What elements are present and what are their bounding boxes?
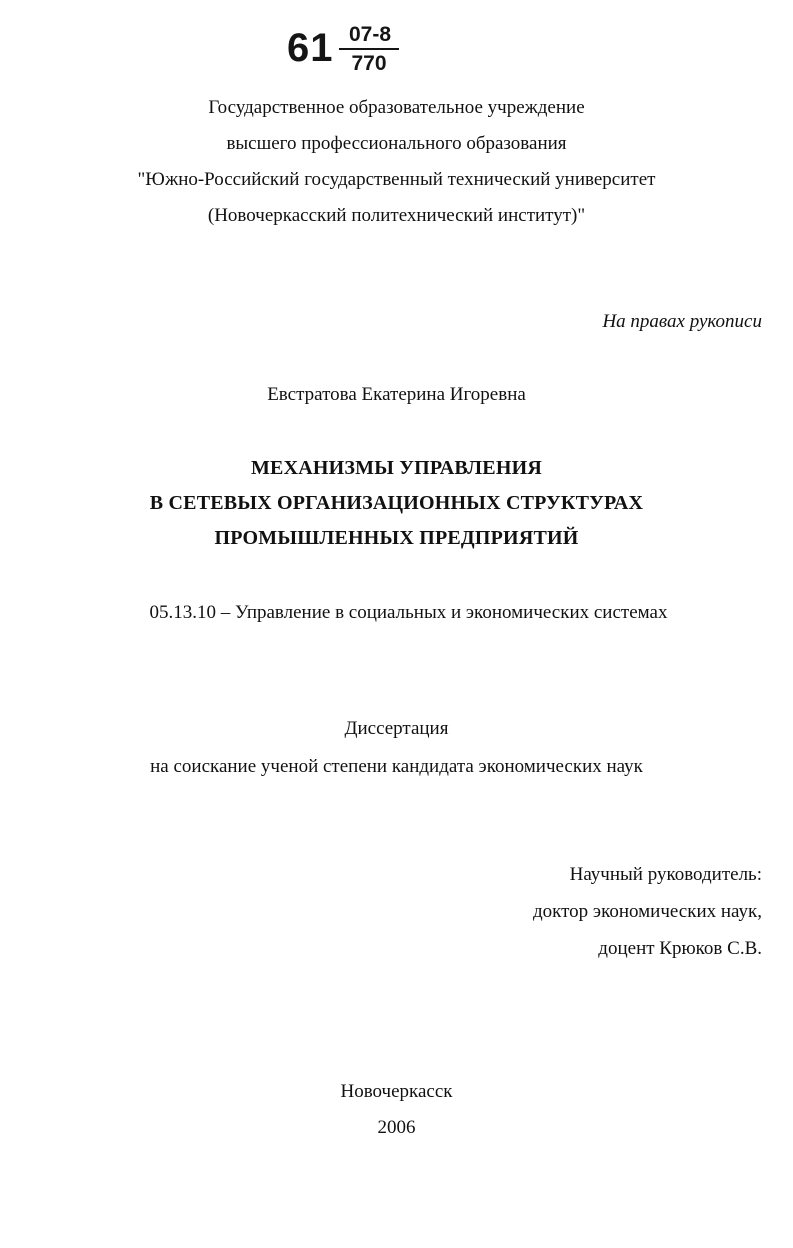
footer-city: Новочеркасск xyxy=(340,1081,453,1102)
footer xyxy=(0,1074,793,1146)
thesis-degree: на соискание ученой степени кандидата экономических наук xyxy=(150,756,643,777)
specialty-code: 05.13.10 – Управление в социальных и экономических системах xyxy=(149,602,668,623)
institution-line-3: "Южно-Российский государственный технический университет xyxy=(137,169,656,190)
supervisor-degree: доктор экономических наук, xyxy=(532,901,762,922)
institution-line-2: высшего профессионального образования xyxy=(226,133,567,154)
supervisor-block xyxy=(533,856,762,967)
catalog-number-main: 61 xyxy=(287,26,334,70)
institution-header xyxy=(0,90,793,234)
institution-line-1: Государственное образовательное учреждение xyxy=(208,97,585,118)
thesis-type: Диссертация xyxy=(344,718,449,739)
title-line-1: МЕХАНИЗМЫ УПРАВЛЕНИЯ xyxy=(250,457,542,479)
author-name: Евстратова Екатерина Игоревна xyxy=(267,384,526,405)
catalog-number-numerator: 07-8 xyxy=(348,23,392,46)
manuscript-note: На правах рукописи xyxy=(602,311,762,332)
footer-year: 2006 xyxy=(377,1117,416,1138)
supervisor-label: Научный руководитель: xyxy=(569,864,762,885)
supervisor-name: доцент Крюков С.В. xyxy=(598,938,762,959)
catalog-number-denominator: 770 xyxy=(351,52,387,75)
institution-line-4: (Новочеркасский политехнический институт)" xyxy=(207,205,586,226)
title-line-2: В СЕТЕВЫХ ОРГАНИЗАЦИОННЫХ СТРУКТУРАХ xyxy=(149,492,644,514)
catalog-fraction-line xyxy=(339,48,399,50)
thesis-info xyxy=(0,710,793,786)
dissertation-title xyxy=(0,451,793,556)
title-line-3: ПРОМЫШЛЕННЫХ ПРЕДПРИЯТИЙ xyxy=(214,527,579,549)
